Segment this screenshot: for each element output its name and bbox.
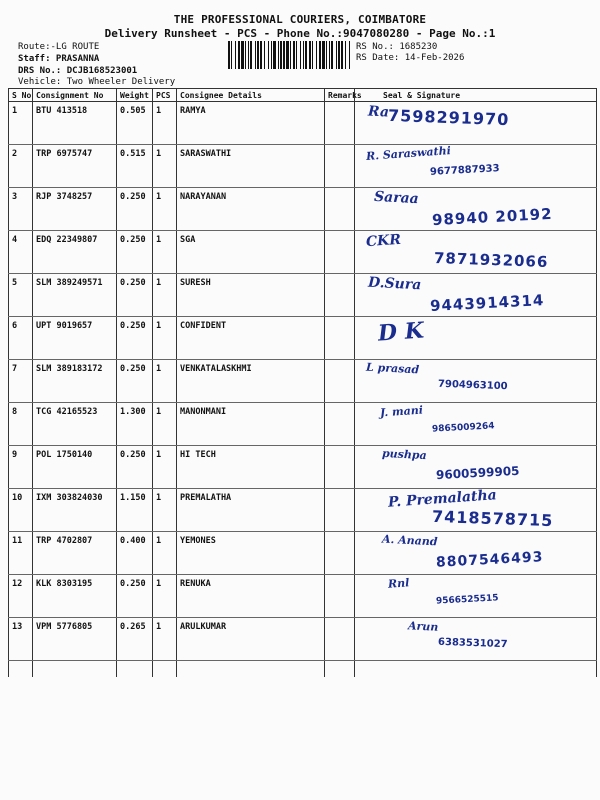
signature: R. Saraswathi — [365, 144, 452, 163]
row-remarks — [325, 145, 355, 188]
row-weight: 0.265 — [117, 618, 153, 661]
row-consignee: SARASWATHI — [177, 145, 325, 188]
barcode-bar — [338, 41, 340, 69]
row-signature-cell — [355, 360, 597, 403]
row-signature-cell — [355, 446, 597, 489]
row-consignment: UPT 9019657 — [33, 317, 117, 360]
row-consignee: SGA — [177, 231, 325, 274]
col-remarks: Remarks — [325, 89, 355, 102]
signature: Saraa — [373, 188, 420, 208]
row-sno: 5 — [9, 274, 33, 317]
row-consignee: SURESH — [177, 274, 325, 317]
signature: Ra — [367, 103, 390, 121]
row-signature-cell — [355, 317, 597, 360]
runsheet-subtitle: Delivery Runsheet - PCS - Phone No.:9047080280 - Page No.:1 — [104, 27, 496, 40]
row-consignment: SLM 389183172 — [33, 360, 117, 403]
row-pcs: 1 — [153, 102, 177, 145]
row-remarks — [325, 317, 355, 360]
barcode-bar — [255, 41, 256, 69]
row-signature-cell — [355, 145, 597, 188]
row-remarks — [325, 489, 355, 532]
phone-number: 9443914314 — [429, 291, 545, 315]
phone-number: 8807546493 — [435, 549, 544, 571]
barcode-bar — [257, 41, 259, 69]
table-row — [9, 274, 597, 317]
row-weight: 1.150 — [117, 489, 153, 532]
barcode-bar — [271, 41, 272, 69]
company-title: THE PROFESSIONAL COURIERS, COIMBATORE — [173, 13, 427, 26]
barcode-bar — [238, 41, 240, 69]
row-signature-cell — [355, 403, 597, 446]
barcode-bar — [319, 41, 321, 69]
drs-number: DRS No.: DCJB168523001 — [18, 66, 138, 76]
barcode-bar — [316, 41, 317, 69]
col-sno: S No — [9, 89, 33, 102]
route-label: Route:-LG ROUTE — [18, 42, 100, 52]
row-pcs: 1 — [153, 360, 177, 403]
blank-cell — [33, 661, 117, 678]
row-sno: 1 — [9, 102, 33, 145]
phone-number: 7871932066 — [433, 249, 549, 271]
barcode-bar — [268, 41, 269, 69]
row-pcs: 1 — [153, 489, 177, 532]
barcode-bar — [231, 41, 232, 69]
row-consignment: TRP 6975747 — [33, 145, 117, 188]
row-sno: 13 — [9, 618, 33, 661]
signature: Arun — [407, 619, 439, 634]
barcode-bar — [312, 41, 313, 69]
barcode-bar — [260, 41, 262, 69]
row-consignment: POL 1750140 — [33, 446, 117, 489]
row-sno: 11 — [9, 532, 33, 575]
row-remarks — [325, 575, 355, 618]
row-consignment: SLM 389249571 — [33, 274, 117, 317]
row-pcs: 1 — [153, 403, 177, 446]
row-remarks — [325, 403, 355, 446]
row-signature-cell — [355, 102, 597, 145]
barcode-bar — [273, 41, 276, 69]
row-pcs: 1 — [153, 618, 177, 661]
row-weight: 0.515 — [117, 145, 153, 188]
row-remarks — [325, 102, 355, 145]
barcode-bar — [278, 41, 279, 69]
row-pcs: 1 — [153, 188, 177, 231]
barcode-bar — [305, 41, 307, 69]
row-signature-cell — [355, 231, 597, 274]
row-consignment: BTU 413518 — [33, 102, 117, 145]
barcode-bar — [250, 41, 252, 69]
signature: CKR — [365, 231, 402, 251]
barcode-bar — [235, 41, 236, 69]
row-weight: 1.300 — [117, 403, 153, 446]
barcode-bar — [290, 41, 291, 69]
row-signature-cell — [355, 274, 597, 317]
barcode-bar — [300, 41, 301, 69]
row-consignee: CONFIDENT — [177, 317, 325, 360]
table-row — [9, 403, 597, 446]
phone-number: 9600599905 — [435, 463, 520, 483]
signature: D.Sura — [367, 274, 422, 294]
row-consignment: EDQ 22349807 — [33, 231, 117, 274]
row-sno: 12 — [9, 575, 33, 618]
barcode-bar — [264, 41, 265, 69]
row-consignee: VENKATALASKHMI — [177, 360, 325, 403]
signature: P. Premalatha — [387, 487, 498, 511]
row-sno: 9 — [9, 446, 33, 489]
row-weight: 0.505 — [117, 102, 153, 145]
row-sno: 6 — [9, 317, 33, 360]
col-consignee: Consignee Details — [177, 89, 325, 102]
rs-number: RS No.: 1685230 — [356, 42, 438, 52]
table-row — [9, 188, 597, 231]
table-row — [9, 360, 597, 403]
row-sno: 4 — [9, 231, 33, 274]
table-row — [9, 446, 597, 489]
staff-label: Staff: PRASANNA — [18, 54, 100, 64]
blank-cell — [177, 661, 325, 678]
col-weight: Weight — [117, 89, 153, 102]
barcode-bar — [309, 41, 311, 69]
row-consignment: RJP 3748257 — [33, 188, 117, 231]
row-consignment: TRP 4702807 — [33, 532, 117, 575]
barcode-bar — [245, 41, 246, 69]
row-pcs: 1 — [153, 317, 177, 360]
signature: pushpa — [381, 446, 428, 463]
row-signature-cell — [355, 618, 597, 661]
row-consignment: VPM 5776805 — [33, 618, 117, 661]
signature: L prasad — [365, 360, 420, 377]
barcode-bar — [228, 41, 230, 69]
rs-date: RS Date: 14-Feb-2026 — [356, 53, 465, 63]
row-remarks — [325, 231, 355, 274]
blank-cell — [355, 661, 597, 678]
row-pcs: 1 — [153, 274, 177, 317]
phone-number: 7418578715 — [431, 506, 554, 531]
row-pcs: 1 — [153, 231, 177, 274]
phone-number: 6383531027 — [437, 636, 508, 651]
row-remarks — [325, 532, 355, 575]
barcode-bar — [283, 41, 285, 69]
row-consignee: MANONMANI — [177, 403, 325, 446]
barcode — [228, 41, 350, 69]
phone-number: 7598291970 — [387, 105, 510, 130]
barcode-bar — [303, 41, 304, 69]
blank-cell — [325, 661, 355, 678]
barcode-bar — [293, 41, 295, 69]
row-consignee: PREMALATHA — [177, 489, 325, 532]
row-consignee: ARULKUMAR — [177, 618, 325, 661]
row-remarks — [325, 274, 355, 317]
row-weight: 0.250 — [117, 360, 153, 403]
row-consignee: NARAYANAN — [177, 188, 325, 231]
phone-number: 98940 20192 — [431, 204, 553, 230]
runsheet-table — [8, 88, 597, 677]
row-weight: 0.250 — [117, 446, 153, 489]
row-weight: 0.250 — [117, 188, 153, 231]
phone-number: 7904963100 — [437, 378, 508, 393]
table-row — [9, 532, 597, 575]
signature: A. Anand — [381, 532, 438, 549]
barcode-bar — [326, 41, 327, 69]
row-consignee: YEMONES — [177, 532, 325, 575]
table-row — [9, 489, 597, 532]
barcode-bar — [349, 41, 350, 69]
table-blank-row — [9, 661, 597, 678]
phone-number: 9677887933 — [429, 163, 500, 178]
row-consignment: IXM 303824030 — [33, 489, 117, 532]
barcode-bar — [329, 41, 330, 69]
barcode-bar — [341, 41, 343, 69]
row-remarks — [325, 618, 355, 661]
col-consignment: Consignment No — [33, 89, 117, 102]
row-signature-cell — [355, 532, 597, 575]
row-remarks — [325, 360, 355, 403]
row-pcs: 1 — [153, 446, 177, 489]
barcode-bar — [296, 41, 297, 69]
row-weight: 0.250 — [117, 231, 153, 274]
col-pcs: PCS — [153, 89, 177, 102]
row-sno: 8 — [9, 403, 33, 446]
row-signature-cell — [355, 575, 597, 618]
row-weight: 0.250 — [117, 575, 153, 618]
signature: J. mani — [379, 403, 424, 420]
col-signature: Seal & Signature — [355, 89, 597, 102]
table-row — [9, 102, 597, 145]
row-consignment: TCG 42165523 — [33, 403, 117, 446]
barcode-bar — [241, 41, 244, 69]
barcode-bar — [248, 41, 249, 69]
barcode-bar — [331, 41, 333, 69]
row-remarks — [325, 188, 355, 231]
row-consignee: HI TECH — [177, 446, 325, 489]
table-row — [9, 145, 597, 188]
row-sno: 10 — [9, 489, 33, 532]
phone-number: 9566525515 — [435, 593, 499, 607]
row-weight: 0.250 — [117, 274, 153, 317]
table-row — [9, 575, 597, 618]
row-signature-cell — [355, 188, 597, 231]
row-weight: 0.400 — [117, 532, 153, 575]
row-pcs: 1 — [153, 575, 177, 618]
row-pcs: 1 — [153, 532, 177, 575]
barcode-bar — [345, 41, 346, 69]
blank-cell — [9, 661, 33, 678]
barcode-bar — [286, 41, 289, 69]
barcode-bar — [336, 41, 337, 69]
row-remarks — [325, 446, 355, 489]
row-pcs: 1 — [153, 145, 177, 188]
table-header-row — [9, 89, 597, 102]
row-sno: 2 — [9, 145, 33, 188]
row-signature-cell — [355, 489, 597, 532]
vehicle-label: Vehicle: Two Wheeler Delivery — [18, 77, 176, 87]
row-consignee: RENUKA — [177, 575, 325, 618]
blank-cell — [153, 661, 177, 678]
barcode-bar — [280, 41, 282, 69]
row-consignment: KLK 8303195 — [33, 575, 117, 618]
phone-number: 9865009264 — [431, 421, 495, 435]
table-row — [9, 618, 597, 661]
signature: Rnl — [387, 576, 410, 591]
row-sno: 7 — [9, 360, 33, 403]
row-consignee: RAMYA — [177, 102, 325, 145]
blank-cell — [117, 661, 153, 678]
table-row — [9, 231, 597, 274]
signature: D K — [377, 317, 425, 347]
table-row — [9, 317, 597, 360]
row-weight: 0.250 — [117, 317, 153, 360]
row-sno: 3 — [9, 188, 33, 231]
barcode-bar — [322, 41, 325, 69]
